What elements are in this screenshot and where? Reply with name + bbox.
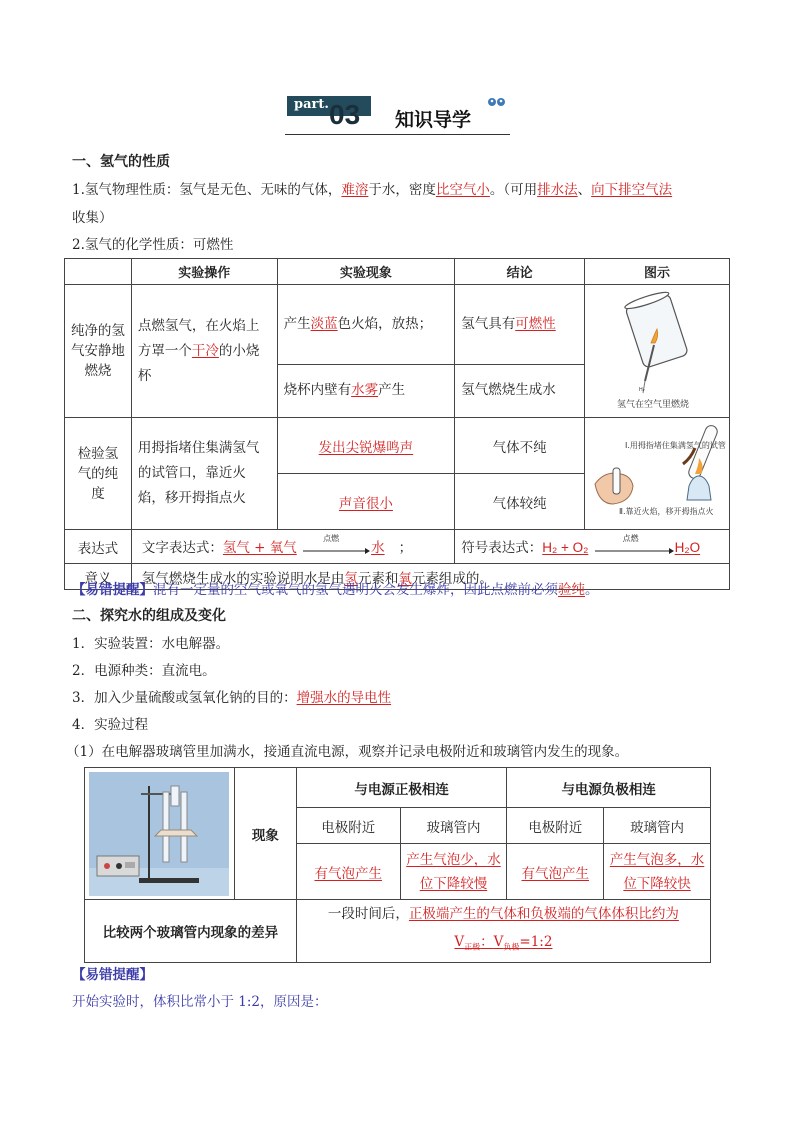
figure-purity-cell: [584, 418, 729, 530]
phenomenon-mist: 烧杯内壁有水雾产生: [277, 364, 455, 417]
droplet-icon: [487, 96, 507, 108]
tip-warning-2-label: 【易错提醒】: [72, 967, 153, 983]
hydrogen-combustion-table: [64, 258, 730, 590]
sub-header-neg-electrode: 电极附近: [507, 808, 604, 844]
reaction-arrow-symbol: 点燃: [593, 541, 675, 557]
operation-purity-test: 用拇指堵住集满氢气的试管口，靠近火焰，移开拇指点火: [131, 418, 277, 530]
row-label-purity-test: 检验氢气的纯度: [65, 418, 132, 530]
purity-figure-step1: Ⅰ.用拇指堵住集满氢气的试管口: [624, 440, 727, 450]
row-label-pure-burning: 纯净的氢气安静地燃烧: [65, 285, 132, 418]
obs-neg-tube: 产生气泡多，水位下降较快: [604, 844, 711, 900]
header-operation: 实验操作: [131, 259, 277, 285]
section-banner: [285, 94, 510, 138]
item-apparatus: 1．实验装置：水电解器。: [72, 636, 230, 652]
header-phenomenon: 实验现象: [277, 259, 455, 285]
arrow-icon: [301, 543, 371, 559]
obs-neg-electrode: 有气泡产生: [507, 844, 604, 900]
phenomenon-flame: 产生淡蓝色火焰，放热；: [277, 285, 455, 365]
figure-caption: 氢气在空气里燃烧: [616, 400, 689, 410]
electrolysis-apparatus-photo: [89, 772, 229, 896]
volume-ratio: $V_{正极}$：$V_{负极}=1:2$: [454, 934, 553, 952]
procedure-step-1: （1）在电解器玻璃管里加满水，接通直流电源，观察并记录电极附近和玻璃管内发生的现象。: [66, 744, 629, 760]
header-conclusion: 结论: [455, 259, 585, 285]
header-positive: 与电源正极相连: [296, 768, 507, 808]
sub-header-pos-tube: 玻璃管内: [400, 808, 507, 844]
header-figure: 图示: [584, 259, 729, 285]
item-procedure: 4．实验过程: [72, 717, 149, 733]
sub-header-pos-electrode: 电极附近: [296, 808, 400, 844]
electrolysis-table: [84, 767, 711, 963]
section2-heading: 二、探究水的组成及变化: [72, 607, 226, 623]
word-equation: 文字表达式：氢气 + 氧气 点燃 水 ；: [131, 530, 454, 564]
part-tag: part.: [287, 96, 371, 116]
phenomenon-sharp-pop: 发出尖锐爆鸣声: [277, 418, 455, 474]
hydrogen-burning-illustration: [587, 285, 727, 413]
phenomenon-small-sound: 声音很小: [277, 474, 455, 530]
reaction-arrow: 点燃: [301, 541, 371, 557]
phenomenon-label: 现象: [234, 768, 296, 900]
purity-test-illustration: [587, 422, 727, 522]
conclusion-water: 氢气燃烧生成水: [455, 364, 585, 417]
electrolysis-photo-cell: [85, 768, 235, 900]
tip-warning-2-text: 开始实验时，体积比常小于 1:2，原因是：: [72, 994, 328, 1010]
sub-header-neg-tube: 玻璃管内: [604, 808, 711, 844]
obs-pos-tube: 产生气泡少，水位下降较慢: [400, 844, 507, 900]
compare-result: 一段时间后，正极端产生的气体和负极端的气体体积比约为 $V_{正极}$：$V_{负极}=1:2$: [296, 900, 710, 963]
figure-gas-label: H₂: [638, 387, 645, 393]
row-label-expression: 表达式: [65, 530, 132, 564]
meaning-text: 氢气燃烧生成水的实验说明水是由氢元素和氧元素组成的。: [131, 564, 729, 590]
figure-burning-cell: [584, 285, 729, 418]
conclusion-impure: 气体不纯: [455, 418, 585, 474]
arrow-icon: [593, 543, 675, 559]
section1-heading: 一、氢气的性质: [72, 153, 170, 169]
operation-pure-burning: 点燃氢气，在火焰上方罩一个干冷的小烧杯: [131, 285, 277, 418]
symbol-equation: 符号表达式：H₂ + O₂ 点燃 H₂O: [455, 530, 730, 564]
banner-underline: [285, 134, 510, 135]
obs-pos-electrode: 有气泡产生: [296, 844, 400, 900]
conclusion-pure: 气体较纯: [455, 474, 585, 530]
row-label-meaning: 意义: [65, 564, 132, 590]
physical-properties-line2: 收集）: [72, 210, 113, 226]
header-negative: 与电源负极相连: [507, 768, 711, 808]
table-header-empty: [65, 259, 132, 285]
item-power-type: 2．电源种类：直流电。: [72, 663, 216, 679]
electrolysis-apparatus-image: [89, 772, 229, 896]
conclusion-combustible: 氢气具有可燃性: [455, 285, 585, 365]
purity-figure-step2: Ⅱ.靠近火焰，移开拇指点火: [618, 506, 714, 516]
tip-warning-1: 【易错提醒】混有一定量的空气或氧气的氢气遇明火会发生爆炸，因此点燃前必须验纯。: [72, 582, 599, 598]
physical-properties-line: 1.氢气物理性质：氢气是无色、无味的气体，难溶于水，密度比空气小。（可用排水法、向下排空气法: [72, 182, 673, 198]
compare-label: 比较两个玻璃管内现象的差异: [85, 900, 297, 963]
chemical-properties-line: 2.氢气的化学性质：可燃性: [72, 237, 234, 253]
page-title: 知识导学: [395, 109, 472, 131]
part-number: 03: [329, 99, 361, 130]
item-purpose: 3．加入少量硫酸或氢氧化钠的目的：增强水的导电性: [72, 690, 392, 706]
